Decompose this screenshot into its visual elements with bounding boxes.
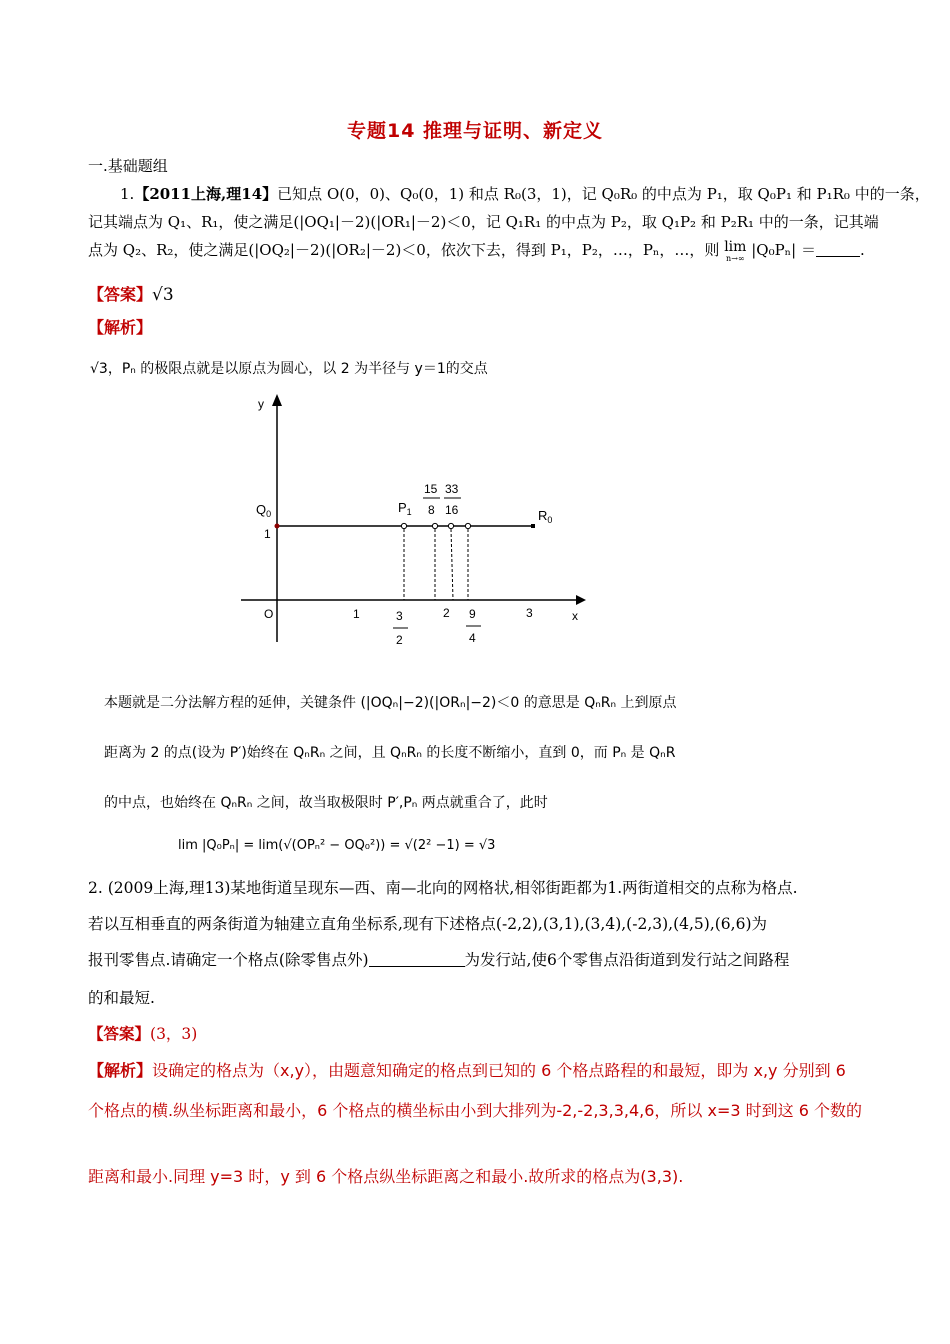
p1-label: $P_1$	[398, 500, 412, 517]
q1-period: .	[860, 241, 865, 259]
tick-3-label: 3	[526, 606, 533, 620]
abs-expression: |Q₀Pₙ|	[751, 241, 797, 259]
equals-sign: ＝	[801, 241, 817, 259]
tick-1-label: 1	[353, 607, 360, 621]
x-label: x	[572, 609, 578, 623]
section-heading: 一.基础题组	[88, 157, 168, 175]
q1-text-3: 点为 Q₂、R₂，使之满足(|OQ₂|－2)(|OR₂|－2)＜0，依次下去，得到 P₁，P₂，…，Pₙ，…，则	[88, 241, 720, 259]
x-arrow-icon	[576, 595, 586, 605]
q2-answer-value: (3，3)	[150, 1025, 198, 1043]
r0-point	[531, 524, 535, 528]
q1-line-2: 记其端点为 Q₁、R₁，使之满足(|OQ₁|－2)(|OR₁|－2)＜0，记 Q₁R₁ 的中点为 P₂，取 Q₁P₂ 和 P₂R₁ 中的一条，记其端	[88, 213, 879, 231]
answer-blank	[816, 242, 860, 257]
q2-line-3	[88, 950, 789, 970]
y-one-label: 1	[264, 527, 271, 541]
frac-33-16-num: 33	[445, 482, 459, 496]
frac-33-16-den: 16	[445, 503, 459, 517]
number-line-figure	[236, 392, 596, 660]
q2-answer-blank	[369, 952, 465, 967]
p-33-16-point	[448, 523, 453, 528]
explanation-line-1: 本题就是二分法解方程的延伸，关键条件 (|OQₙ|−2)(|ORₙ|−2)＜0 的意思是 QₙRₙ 上到原点	[104, 695, 677, 711]
frac-9-4-num: 9	[469, 607, 476, 621]
solution-note: √3，Pₙ 的极限点就是以原点为圆心，以 2 为半径与 y＝1的交点	[90, 361, 488, 377]
p-9-4-point	[465, 523, 470, 528]
origin-label: O	[264, 607, 274, 621]
q0-point	[275, 524, 280, 529]
q2-line-4: 的和最短.	[88, 989, 155, 1007]
analysis-tag: 【解析】	[88, 318, 153, 337]
q0-label: $Q_0$	[256, 502, 272, 519]
q2-text-3b: 为发行站,使6个零售点沿街道到发行站之间路程	[464, 951, 790, 969]
frac-15-8-num: 15	[424, 482, 438, 496]
y-label: y	[258, 397, 264, 411]
q1-line-3	[88, 240, 865, 264]
q1-text-1: 已知点 O(0，0)、Q₀(0，1) 和点 R₀(3，1)，记 Q₀R₀ 的中点为 P₁，取 Q₀P₁ 和 P₁R₀ 中的一条，	[277, 185, 930, 203]
answer-value: √3	[152, 285, 174, 305]
explanation-line-2: 距离为 2 的点(设为 P′)始终在 QₙRₙ 之间，且 QₙRₙ 的长度不断缩小，直到 0，而 Pₙ 是 QₙR	[104, 745, 676, 761]
q2-line-1: 2. (2009上海,理13)某地街道呈现东—西、南—北向的网格状,相邻街距都为1.两街道相交的点称为格点.	[88, 879, 798, 897]
frac-9-4-den: 4	[469, 631, 476, 645]
tick-2-label: 2	[443, 606, 450, 620]
q2-answer-tag: 【答案】	[88, 1024, 151, 1043]
frac-15-8-den: 8	[428, 503, 435, 517]
r0-label: $R_0$	[538, 508, 553, 525]
q2-line-2: 若以互相垂直的两条街道为轴建立直角坐标系,现有下述格点(-2,2),(3,1),(3,4),(-2,3),(4,5),(6,6)为	[88, 915, 768, 933]
p-15-8-point	[432, 523, 437, 528]
q1-line-1	[120, 184, 930, 204]
dash-33-16	[451, 529, 453, 600]
page-title: 专题14 推理与证明、新定义	[346, 120, 604, 142]
limit-formula: lim |Q₀Pₙ| = lim(√(OPₙ² − OQ₀²)) = √(2² −1) = √3	[178, 838, 496, 853]
q2-analysis-text-1: 设确定的格点为（x,y），由题意知确定的格点到已知的 6 个格点路程的和最短，即为 x,y 分别到 6	[152, 1061, 846, 1080]
frac-3-2-num: 3	[396, 609, 403, 623]
q2-answer	[88, 1024, 197, 1044]
q2-analysis-tag: 【解析】	[88, 1061, 153, 1080]
limit-symbol: lim n→∞	[724, 239, 747, 263]
q2-analysis-line-3: 距离和最小.同理 y=3 时，y 到 6 个格点纵坐标距离之和最小.故所求的格点为(3,3).	[88, 1167, 684, 1186]
answer-tag: 【答案】	[88, 285, 153, 304]
frac-3-2-den: 2	[396, 633, 403, 647]
q2-analysis-line-2: 个格点的横.纵坐标距离和最小，6 个格点的横坐标由小到大排列为-2,-2,3,3,4,6，所以 x=3 时到这 6 个数的	[88, 1101, 862, 1120]
p1-point	[401, 523, 406, 528]
y-arrow-icon	[272, 394, 282, 406]
q1-number: 1.	[120, 185, 135, 203]
q2-analysis-line-1	[88, 1058, 846, 1081]
q2-text-3a: 报刊零售点.请确定一个格点(除零售点外)	[88, 951, 369, 969]
q1-source: 【2011上海,理14】	[134, 185, 278, 203]
explanation-line-3: 的中点，也始终在 QₙRₙ 之间，故当取极限时 P′,Pₙ 两点就重合了，此时	[104, 795, 548, 811]
q1-answer	[88, 285, 174, 305]
